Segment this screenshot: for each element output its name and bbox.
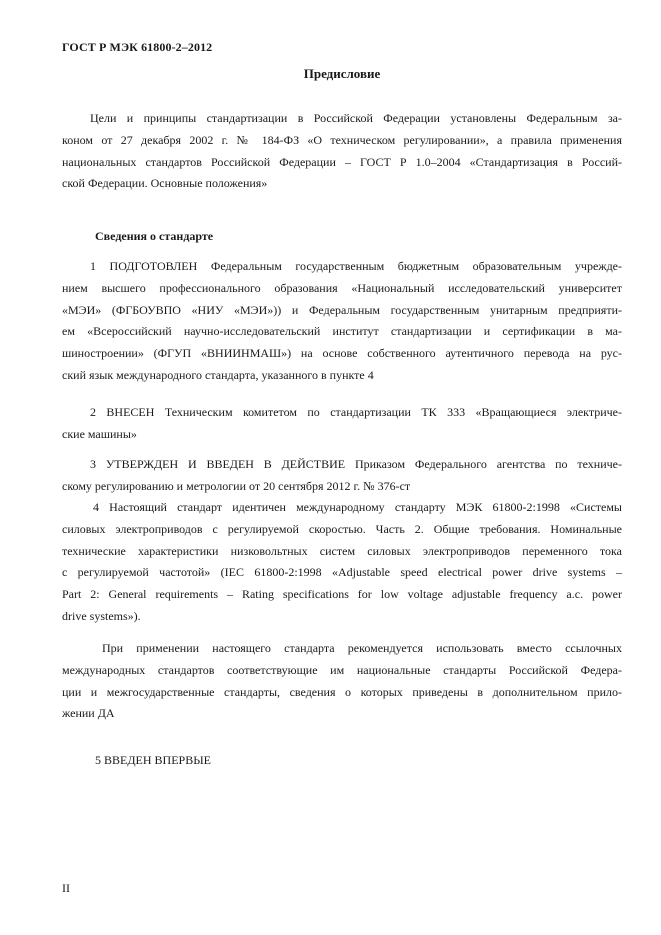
item-2-line: ские машины»: [62, 426, 137, 441]
item-1-paragraph: [62, 256, 622, 387]
item-4-line: 4 Настоящий стандарт идентичен международному стандарту МЭК 61800-2:1998 «Системы: [93, 500, 622, 514]
item-1-line: ем «Всероссийский научно-исследовательский институт стандартизации и сертификации в ма-: [62, 324, 622, 339]
item-3-line: 3 УТВЕРЖДЕН И ВВЕДЕН В ДЕЙСТВИЕ Приказом Федерального агентства по техниче-: [90, 457, 622, 471]
item-4-line: силовых электроприводов с регулируемой скоростью. Часть 2. Общие требования. Номинальные: [62, 521, 622, 536]
item-2-line: 2 ВНЕСЕН Техническим комитетом по стандартизации ТК 333 «Вращающиеся электриче-: [90, 405, 622, 419]
section-heading: Сведения о стандарте: [95, 229, 214, 243]
item-4-line: технические характеристики низковольтных систем силовых электроприводов переменного тока: [62, 543, 622, 558]
foreword-line: Цели и принципы стандартизации в Российской Федерации установлены Федеральным за-: [90, 111, 622, 125]
item-4-paragraph: [62, 497, 622, 628]
page-number: II: [62, 881, 70, 895]
page-title: Предисловие: [303, 66, 381, 81]
document-header-code: ГОСТ Р МЭК 61800-2–2012: [62, 40, 213, 54]
item-4-line: drive systems»).: [62, 608, 141, 623]
item-1-line: шиностроении» (ФГУП «ВНИИНМАШ») на основе собственного аутентичного перевода на рус-: [62, 346, 622, 361]
item-3-paragraph: [62, 454, 622, 498]
note-paragraph: [62, 638, 622, 725]
item-3-line: скому регулированию и метрологии от 20 сентября 2012 г. № 376-ст: [62, 478, 411, 493]
item-1-line: ский язык международного стандарта, указанного в пункте 4: [62, 367, 374, 382]
note-line: ции и межгосударственные стандарты, сведения о которых приведены в дополнительном прило-: [62, 684, 622, 699]
foreword-line: ской Федерации. Основные положения»: [62, 176, 268, 191]
note-line: жении ДА: [62, 706, 115, 721]
item-1-line: 1 ПОДГОТОВЛЕН Федеральным государственным бюджетным образовательным учрежде-: [90, 259, 622, 273]
item-1-line: нием высшего профессионального образования «Национальный исследовательский университет: [62, 280, 622, 295]
foreword-line: национальных стандартов Российской Федерации – ГОСТ Р 1.0–2004 «Стандартизация в Россий-: [62, 154, 622, 169]
note-line: международных стандартов соответствующие им национальные стандарты Российской Федера-: [62, 662, 622, 677]
foreword-line: коном от 27 декабря 2002 г. № 184-ФЗ «О техническом регулировании», а правила применения: [62, 132, 622, 147]
item-4-line: с регулируемой частотой» (IEC 61800-2:1998 «Adjustable speed electrical power drive systems –: [62, 565, 622, 580]
item-4-line: Part 2: General requirements – Rating specifications for low voltage adjustable frequency a.c. power: [62, 587, 622, 602]
item-2-paragraph: [62, 402, 622, 446]
foreword-paragraph: [62, 108, 622, 195]
item-1-line: «МЭИ» (ФГБОУВПО «НИУ «МЭИ»)) и Федеральным государственным унитарным предприяти-: [62, 302, 622, 317]
item-5-text: 5 ВВЕДЕН ВПЕРВЫЕ: [95, 753, 211, 767]
note-line: При применении настоящего стандарта рекомендуется использовать вместо ссылочных: [102, 641, 622, 655]
